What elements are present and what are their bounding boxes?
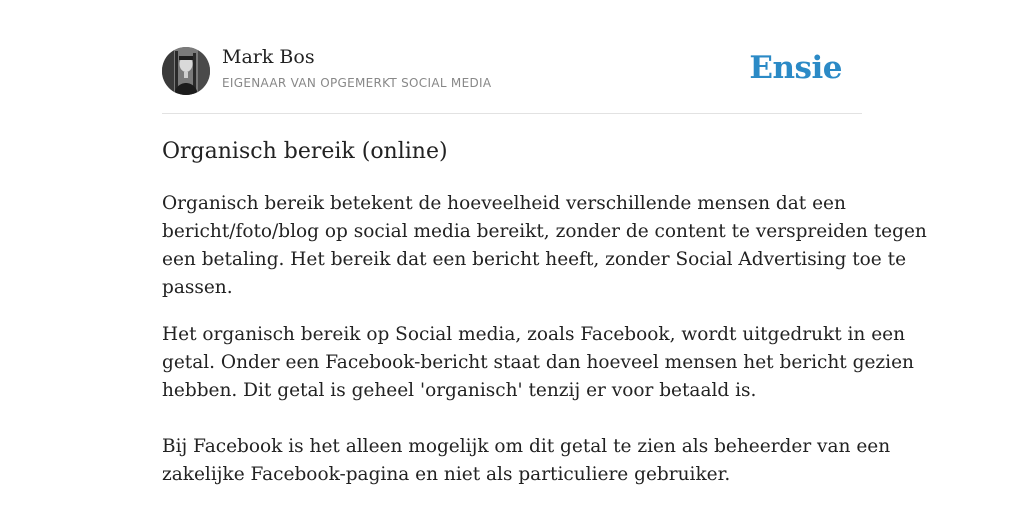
text-line: Organisch bereik betekent de hoeveelheid verschillende mensen dat een — [162, 193, 846, 214]
text-line: zakelijke Facebook-pagina en niet als particuliere gebruiker. — [162, 464, 731, 485]
author-header — [162, 46, 862, 96]
article-title: Organisch bereik (online) — [162, 139, 448, 164]
ensie-logo[interactable]: Ensie — [749, 50, 842, 86]
text-line: bericht/foto/blog op social media bereikt, zonder de content te verspreiden tegen — [162, 221, 927, 242]
avatar-photo-icon — [162, 47, 210, 95]
blank-line — [162, 405, 872, 433]
header-divider — [162, 113, 862, 114]
text-line: passen. — [162, 277, 233, 298]
text-line: een betaling. Het bereik dat een bericht heeft, zonder Social Advertising toe te — [162, 249, 907, 270]
definition-card — [162, 0, 927, 512]
text-line: Bij Facebook is het alleen mogelijk om dit getal te zien als beheerder van een — [162, 436, 891, 457]
text-line: hebben. Dit getal is geheel 'organisch' tenzij er voor betaald is. — [162, 380, 757, 401]
author-name[interactable]: Mark Bos — [222, 46, 315, 68]
paragraph-2 — [162, 321, 914, 489]
paragraph-1 — [162, 190, 927, 302]
author-avatar[interactable] — [162, 47, 210, 95]
text-line: Het organisch bereik op Social media, zoals Facebook, wordt uitgedrukt in een — [162, 324, 906, 345]
text-line: getal. Onder een Facebook-bericht staat dan hoeveel mensen het bericht gezien — [162, 352, 914, 373]
author-role: EIGENAAR VAN OPGEMERKT SOCIAL MEDIA — [222, 76, 492, 90]
article-body — [162, 190, 927, 508]
